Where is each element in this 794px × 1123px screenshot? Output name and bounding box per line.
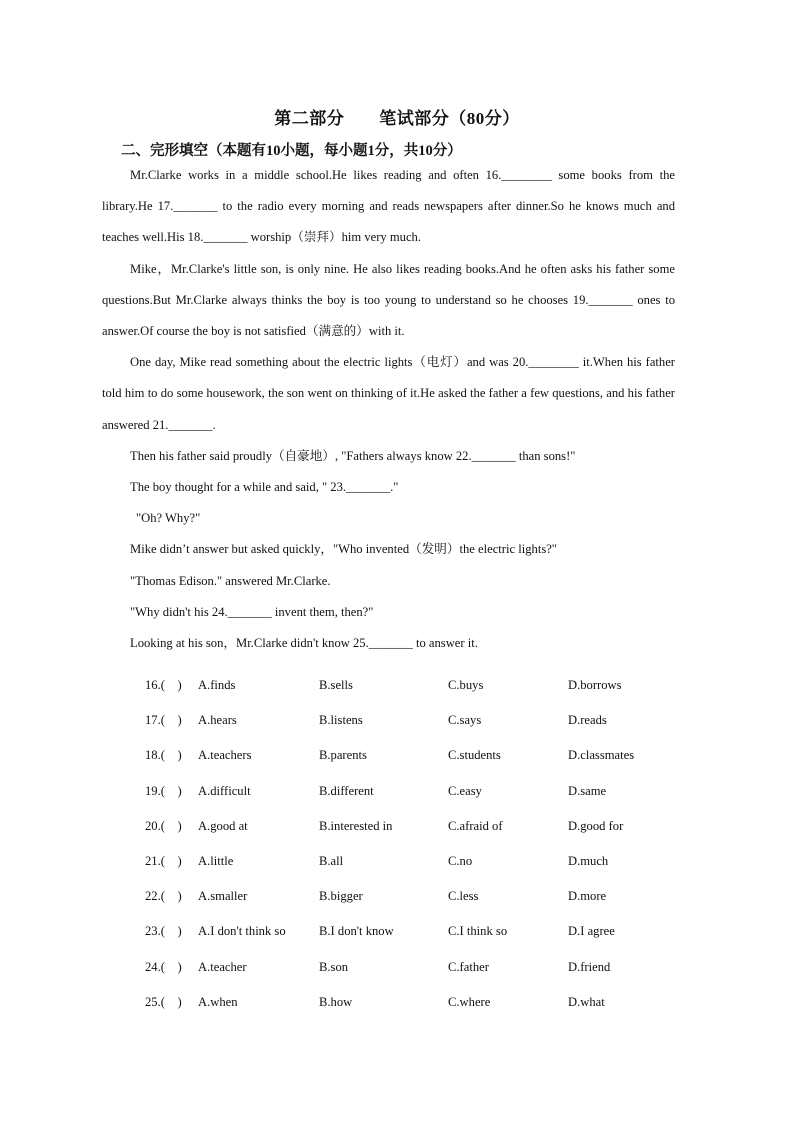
- question-number: 25.( ): [145, 994, 182, 1009]
- passage-paragraph: The boy thought for a while and said, " 23._______.": [130, 480, 399, 495]
- question-number: 23.( ): [145, 924, 182, 939]
- passage-paragraph: "Why didn't his 24._______ invent them, then?": [130, 604, 374, 619]
- option-b: B.bigger: [319, 889, 363, 904]
- question-row: [145, 671, 665, 706]
- section-heading: 二、完形填空（本题有10小题，每小题1分，共10分）: [121, 143, 462, 159]
- option-a: A.when: [198, 994, 238, 1009]
- passage-paragraph: Looking at his son，Mr.Clarke didn't know 25._______ to answer it.: [130, 636, 478, 651]
- option-c: C.I think so: [448, 924, 508, 939]
- option-a: A.little: [198, 853, 234, 868]
- question-row: [145, 882, 665, 917]
- option-b: B.I don't know: [319, 924, 394, 939]
- question-number: 18.( ): [145, 748, 182, 763]
- passage-paragraph: One day, Mike read something about the electric lights（电灯）and was 20.________ it.When his father told him to do some housework, the son went on thinking of it.He asked the father a few questions, and his father answered 21._______.: [102, 355, 675, 432]
- question-row: [145, 706, 665, 741]
- option-b: B.all: [319, 853, 344, 868]
- option-d: D.much: [568, 853, 609, 868]
- question-number: 24.( ): [145, 959, 182, 974]
- option-b: B.listens: [319, 713, 363, 728]
- question-options-list: [145, 671, 665, 1023]
- question-row: [145, 777, 665, 812]
- option-a: A.teacher: [198, 959, 247, 974]
- question-number: 19.( ): [145, 783, 182, 798]
- passage-paragraph: "Oh? Why?": [136, 511, 201, 526]
- option-b: B.how: [319, 994, 353, 1009]
- option-c: C.where: [448, 994, 491, 1009]
- question-row: [145, 917, 665, 952]
- option-a: A.finds: [198, 678, 236, 692]
- passage-paragraph: Mike didn’t answer but asked quickly，"Who invented（发明）the electric lights?": [130, 542, 557, 557]
- option-c: C.afraid of: [448, 818, 503, 833]
- option-d: D.I agree: [568, 924, 615, 939]
- option-b: B.son: [319, 959, 349, 974]
- option-c: C.father: [448, 959, 489, 974]
- question-row: [145, 741, 665, 776]
- option-d: D.more: [568, 889, 607, 904]
- option-c: C.says: [448, 713, 482, 728]
- option-a: A.smaller: [198, 889, 248, 904]
- question-number: 16.( ): [145, 678, 182, 692]
- option-a: A.difficult: [198, 783, 251, 798]
- passage-paragraph: Then his father said proudly（自豪地）, "Fathers always know 22._______ than sons!": [130, 448, 576, 463]
- question-number: 17.( ): [145, 713, 182, 728]
- option-a: A.I don't think so: [198, 924, 286, 939]
- page-title: 第二部分 笔试部分（80分）: [274, 109, 520, 128]
- option-b: B.parents: [319, 748, 367, 763]
- question-row: [145, 953, 665, 988]
- option-a: A.teachers: [198, 748, 252, 763]
- option-b: B.sells: [319, 678, 353, 692]
- option-d: D.same: [568, 783, 607, 798]
- option-a: A.hears: [198, 713, 237, 728]
- question-number: 20.( ): [145, 818, 182, 833]
- passage-paragraph: Mr.Clarke works in a middle school.He likes reading and often 16.________ some books from the library.He 17._______ to the radio every morning and reads newspapers after dinner.So he knows much and teaches well.His 18._______ worship（崇拜）him very much.: [102, 168, 675, 245]
- question-number: 22.( ): [145, 889, 182, 904]
- option-a: A.good at: [198, 818, 248, 833]
- question-row: [145, 812, 665, 847]
- option-d: D.good for: [568, 818, 624, 833]
- cloze-passage: [102, 160, 675, 659]
- passage-paragraph: "Thomas Edison." answered Mr.Clarke.: [130, 573, 331, 588]
- option-c: C.students: [448, 748, 501, 763]
- option-c: C.no: [448, 853, 473, 868]
- option-c: C.less: [448, 889, 479, 904]
- question-row: [145, 847, 665, 882]
- option-b: B.interested in: [319, 818, 393, 833]
- option-b: B.different: [319, 783, 374, 798]
- option-d: D.classmates: [568, 748, 635, 763]
- option-c: C.buys: [448, 678, 484, 692]
- question-row: [145, 988, 665, 1023]
- question-number: 21.( ): [145, 853, 182, 868]
- option-c: C.easy: [448, 783, 482, 798]
- option-d: D.reads: [568, 713, 607, 728]
- option-d: D.friend: [568, 959, 611, 974]
- passage-paragraph: Mike，Mr.Clarke's little son, is only nine. He also likes reading books.And he often asks his father some questions.But Mr.Clarke always thinks the boy is too young to understand so he chooses 19._______ ones to answer.Of course the boy is not satisfied（满意的）with it.: [102, 261, 675, 339]
- option-d: D.borrows: [568, 678, 622, 692]
- option-d: D.what: [568, 994, 605, 1009]
